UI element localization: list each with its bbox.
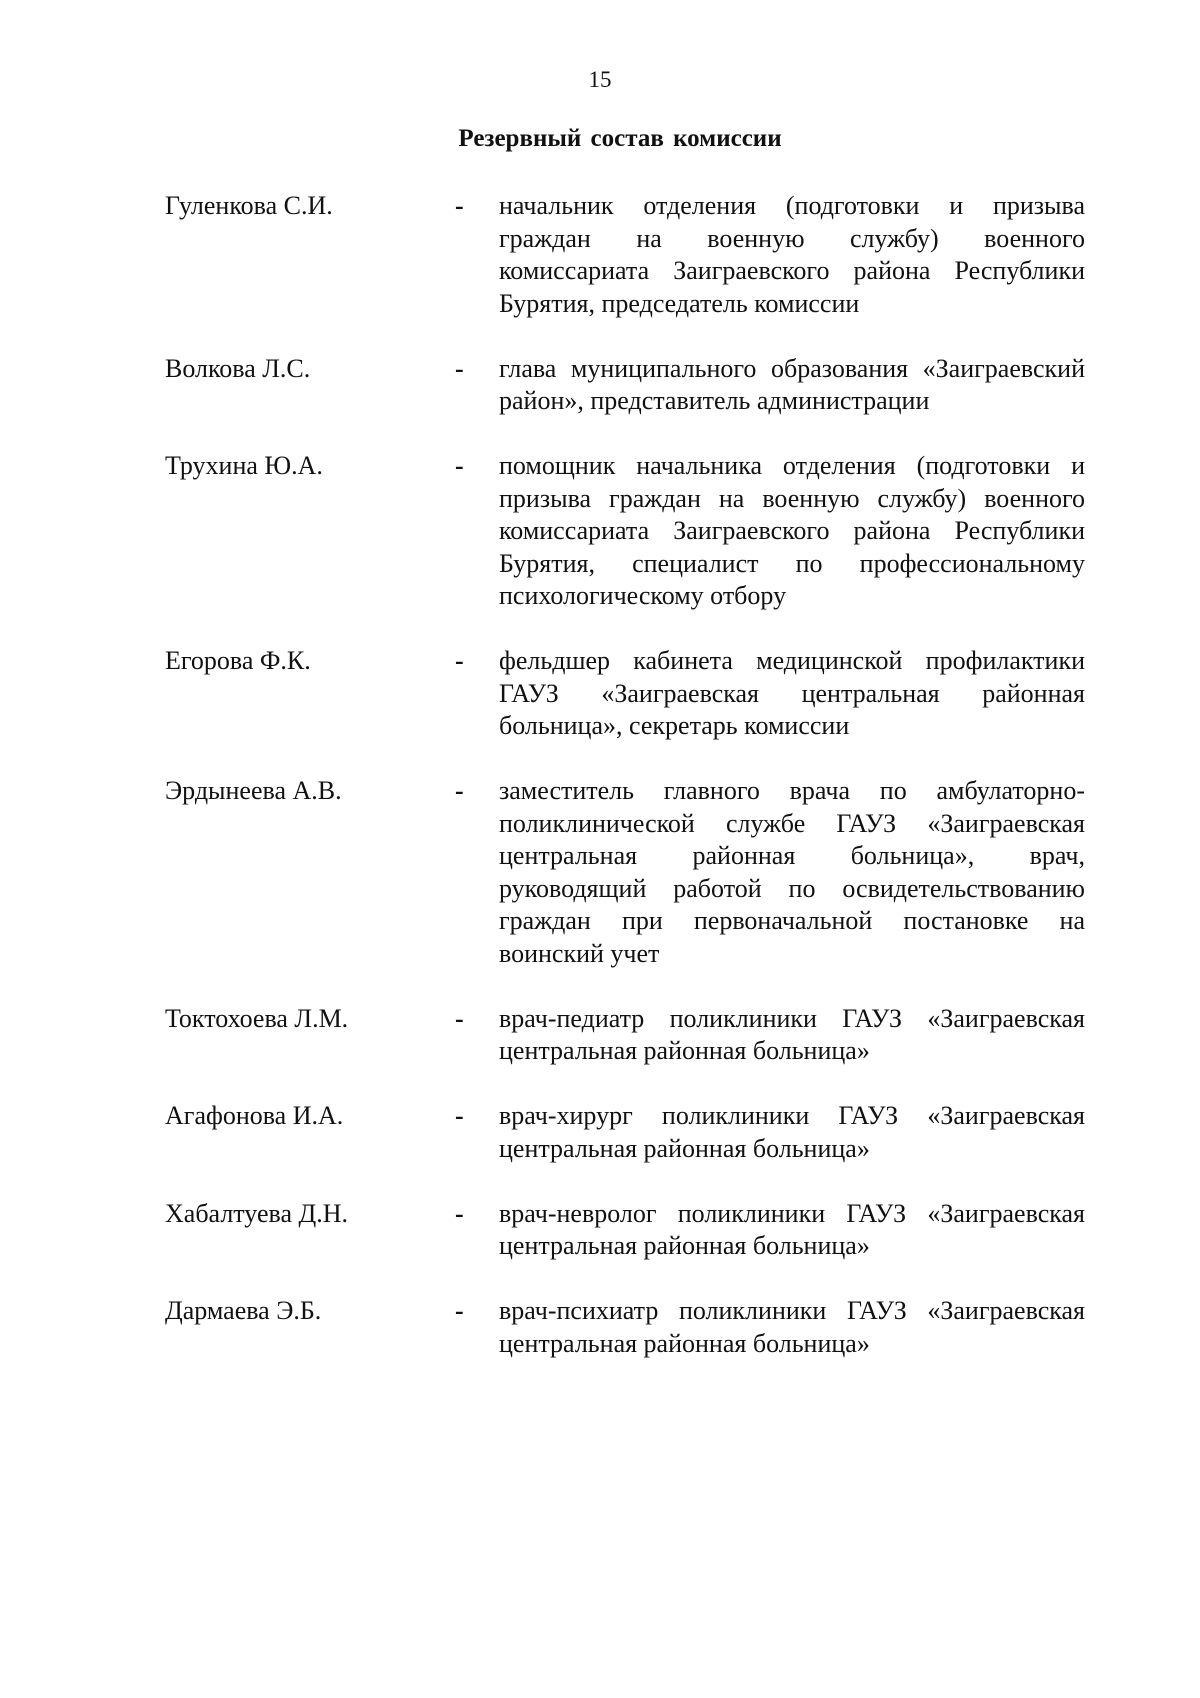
member-row	[165, 1295, 1085, 1360]
member-dash: -	[455, 1198, 464, 1228]
member-role: помощник начальника отделения (подготовки и призыва граждан на военную службу) военного комиссариата Заиграевского района Республики Бурятия, специалист по профессиональному психологическому отбору	[499, 451, 1085, 610]
page-title: Резервный состав комиссии	[458, 125, 782, 152]
member-row	[165, 450, 1085, 613]
member-dash: -	[455, 1003, 464, 1033]
member-name: Гуленкова С.И.	[165, 191, 333, 220]
member-name: Дармаева Э.Б.	[165, 1296, 322, 1325]
member-row	[165, 1003, 1085, 1068]
member-dash: -	[455, 191, 464, 220]
member-dash: -	[455, 1101, 464, 1130]
member-name: Хабалтуева Д.Н.	[165, 1198, 348, 1228]
member-name: Трухина Ю.А.	[165, 451, 323, 480]
member-name: Волкова Л.С.	[165, 353, 311, 383]
member-row	[165, 1100, 1085, 1165]
member-role: врач-педиатр поликлиники ГАУЗ «Заиграевская центральная районная больница»	[499, 1003, 1085, 1065]
member-dash: -	[455, 451, 464, 480]
member-role: начальник отделения (подготовки и призыва граждан на военную службу) военного комиссариата Заиграевского района Республики Бурятия, председатель комиссии	[499, 191, 1085, 318]
member-role: врач-невролог поликлиники ГАУЗ «Заиграевская центральная районная больница»	[499, 1198, 1085, 1260]
member-role: врач-психиатр поликлиники ГАУЗ «Заиграевская центральная районная больница»	[499, 1296, 1085, 1358]
member-dash: -	[455, 353, 464, 383]
member-row	[165, 775, 1085, 970]
member-role: врач-хирург поликлиники ГАУЗ «Заиграевская центральная районная больница»	[499, 1101, 1085, 1163]
members-list	[165, 190, 1085, 1360]
member-dash: -	[455, 776, 464, 805]
member-dash: -	[455, 1296, 464, 1325]
member-row	[165, 353, 1085, 418]
member-role: заместитель главного врача по амбулаторно-поликлинической службе ГАУЗ «Заиграевская центральная районная больница», врач, руководящий работой по освидетельствованию граждан при первоначальной постановке на воинский учет	[499, 776, 1085, 968]
member-row	[165, 190, 1085, 320]
member-name: Эрдынеева А.В.	[165, 776, 342, 805]
member-role: глава муниципального образования «Заиграевский район», представитель администрации	[499, 353, 1085, 415]
member-name: Агафонова И.А.	[165, 1101, 344, 1130]
member-row	[165, 1198, 1085, 1263]
member-name: Токтохоева Л.М.	[165, 1003, 349, 1033]
page-number: 15	[588, 67, 612, 92]
member-dash: -	[455, 646, 464, 675]
member-name: Егорова Ф.К.	[165, 646, 311, 675]
member-row	[165, 645, 1085, 743]
member-role: фельдшер кабинета медицинской профилактики ГАУЗ «Заиграевская центральная районная больница», секретарь комиссии	[499, 646, 1085, 740]
